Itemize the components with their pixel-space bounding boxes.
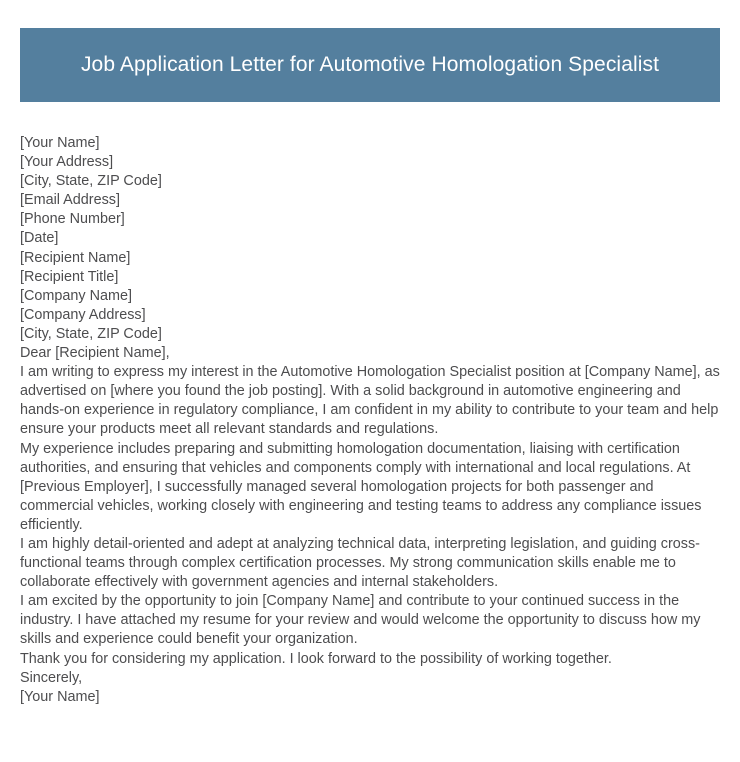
sender-line-phone: [Phone Number] bbox=[20, 211, 125, 228]
sender-line-email: [Email Address] bbox=[20, 192, 120, 209]
recipient-line-city-state-zip: [City, State, ZIP Code] bbox=[20, 325, 162, 342]
body-paragraph-3: I am highly detail-oriented and adept at analyzing technical data, interpreting legislation, and guiding cross-functional teams through complex certification processes. My strong communication skills enable me to collaborate effectively with government agencies and internal stakeholders. bbox=[20, 535, 700, 591]
closing: Sincerely, bbox=[20, 669, 83, 686]
sender-line-date: [Date] bbox=[20, 230, 59, 247]
body-paragraph-1: I am writing to express my interest in the Automotive Homologation Specialist position at [Company Name], as advertised on [where you found the job posting]. With a solid background in automotive engineering and hands-on experience in regulatory compliance, I am confident in my ability to contribute to your team and help ensure your products meet all relevant standards and regulations. bbox=[20, 364, 720, 438]
recipient-line-title: [Recipient Title] bbox=[20, 268, 119, 285]
salutation: Dear [Recipient Name], bbox=[20, 345, 170, 362]
page-title: Job Application Letter for Automotive Homologation Specialist bbox=[80, 53, 660, 77]
body-paragraph-4: I am excited by the opportunity to join [Company Name] and contribute to your continued success in the industry. I have attached my resume for your review and would welcome the opportunity to discuss how my skills and experience could benefit your organization. bbox=[20, 593, 701, 648]
body-paragraph-2: My experience includes preparing and submitting homologation documentation, liaising with certification authorities, and ensuring that vehicles and components comply with international and local regulations. At [Previous Employer], I successfully managed several homologation projects for both passenger and commercial vehicles, working closely with engineering and testing teams to address any compliance issues efficiently. bbox=[20, 440, 702, 533]
sender-line-name: [Your Name] bbox=[20, 135, 100, 151]
sender-line-city-state-zip: [City, State, ZIP Code] bbox=[20, 173, 162, 190]
letter-body bbox=[20, 134, 720, 707]
recipient-line-name: [Recipient Name] bbox=[20, 249, 131, 266]
recipient-line-company-name: [Company Name] bbox=[20, 287, 132, 304]
sender-line-address: [Your Address] bbox=[20, 154, 114, 171]
recipient-line-company-address: [Company Address] bbox=[20, 306, 146, 323]
body-paragraph-5: Thank you for considering my application. I look forward to the possibility of working together. bbox=[20, 650, 612, 667]
signature: [Your Name] bbox=[20, 688, 100, 705]
header-banner bbox=[20, 28, 720, 102]
